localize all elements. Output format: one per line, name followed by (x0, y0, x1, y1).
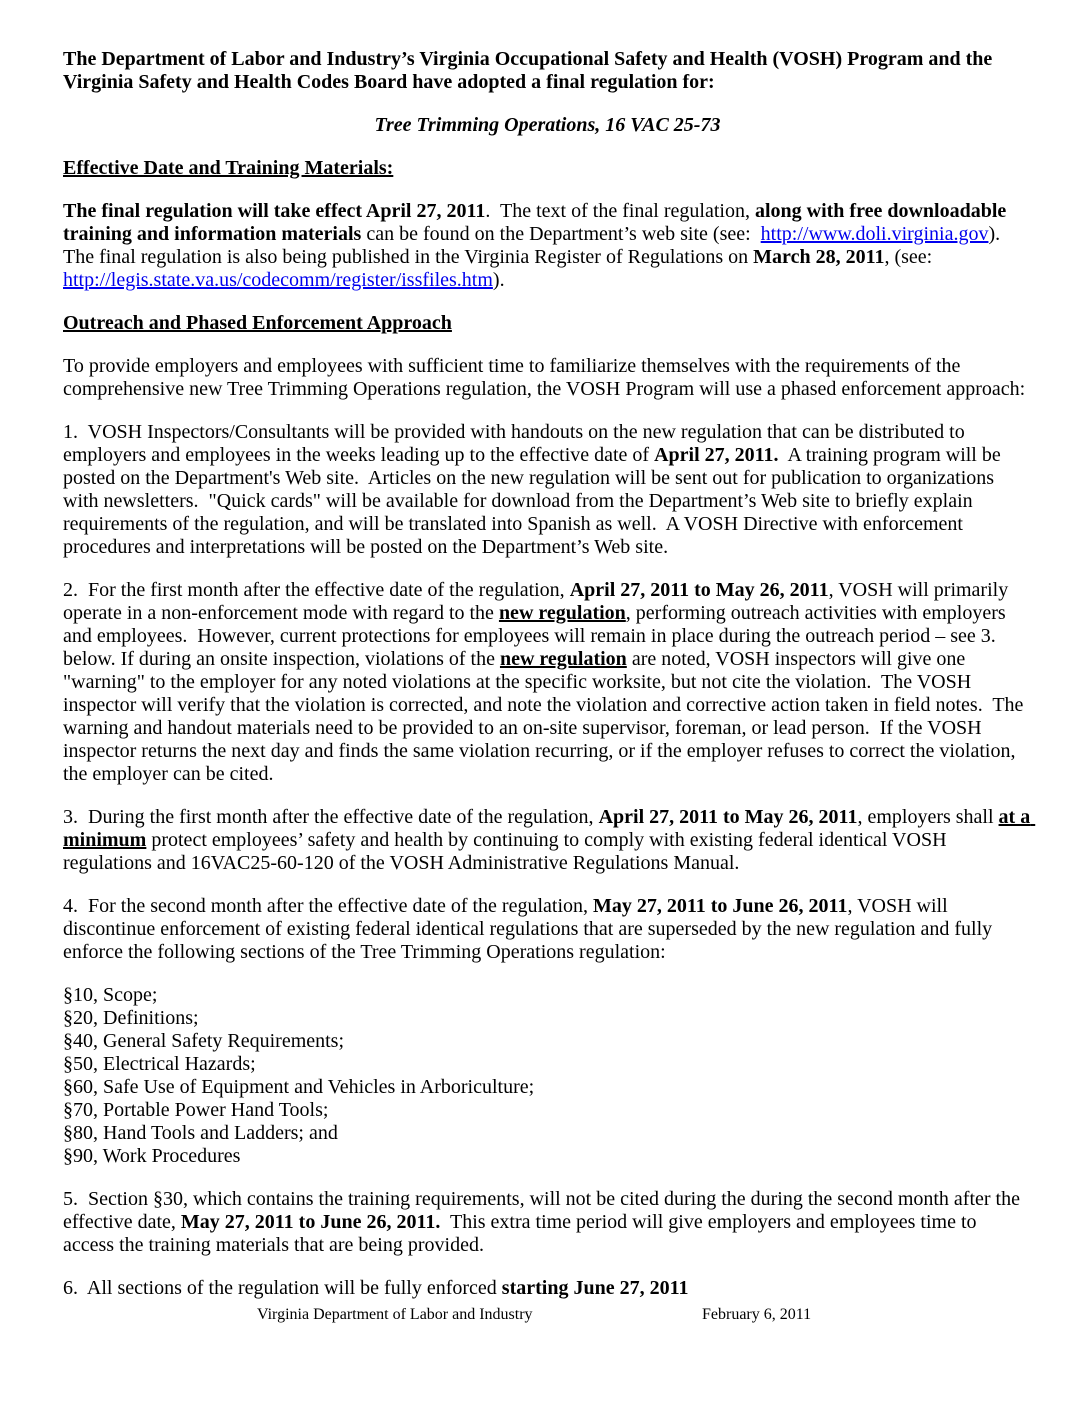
text-run: To provide employers and employees with sufficient time to familiarize themselves with the requirements of the comprehensive new Tree Trimming Operations regulation, the VOSH Program will use a phased enforcement approach: (63, 355, 1026, 400)
text-run: , performing outreach activities with employers and employees. However, current protections for employees will remain in place during the outreach period – see 3. below. If during an onsite inspection, violations of the (63, 602, 1011, 670)
text-run: , (see: (884, 246, 938, 268)
list-item: §60, Safe Use of Equipment and Vehicles in Arboriculture; (63, 1076, 535, 1098)
text-run: Effective Date and Training Materials: (63, 157, 394, 179)
text-run: March 28, 2011 (753, 246, 885, 268)
list-item: §40, General Safety Requirements; (63, 1030, 345, 1052)
intro-statement (63, 48, 1032, 94)
footer-organization: Virginia Department of Labor and Industry (257, 1306, 533, 1323)
text-run: , employers shall (857, 806, 999, 828)
text-run: 4. For the second month after the effective date of the regulation, (63, 895, 593, 917)
text-run: A training program will be posted on the Department's Web site. Articles on the new regulation will be sent out for publication to organizations with newsletters. "Quick cards" will be available for download from the Department’s Web site to briefly explain requirements of the regulation, and will be translated into Spanish as well. A VOSH Directive with enforcement procedures and interpretations will be posted on the Department’s Web site. (63, 444, 1006, 558)
text-run: May 27, 2011 to June 26, 2011 (593, 895, 848, 917)
text-run: Outreach and Phased Enforcement Approach (63, 312, 452, 334)
text-run: Tree Trimming Operations, 16 VAC 25-73 (374, 114, 721, 136)
numbered-item-1 (63, 421, 1032, 559)
doc-title (63, 114, 1032, 137)
text-run: 5. Section §30, which contains the training requirements, will not be cited during the during the second month after the effective date, (63, 1188, 1025, 1233)
hyperlink[interactable]: http://www.doli.virginia.gov (760, 223, 989, 245)
text-run: 1. VOSH Inspectors/Consultants will be provided with handouts on the new regulation that can be distributed to employers and employees in the weeks leading up to the effective date of (63, 421, 970, 466)
numbered-item-6 (63, 1277, 1032, 1300)
list-item: §90, Work Procedures (63, 1145, 241, 1167)
text-run: ). (492, 269, 505, 291)
text-run: 2. For the first month after the effective date of the regulation, (63, 579, 570, 601)
effective-date-paragraph (63, 200, 1032, 292)
list-item: §10, Scope; (63, 984, 158, 1006)
text-run: new regulation (499, 648, 627, 670)
text-run: are noted, VOSH inspectors will give one "warning" to the employer for any noted violations at the specific worksite, but not cite the violation. The VOSH inspector will verify that the violation is corrected, and note the violation and corrective action taken in field notes. The warning and handout materials need to be provided to an on-site supervisor, foreman, or lead person. If the VOSH inspector returns the next day and finds the same violation recurring, or if the employer refuses to correct the violation, the employer can be cited. (63, 648, 1029, 785)
footer-date: February 6, 2011 (702, 1306, 812, 1323)
text-run: April 27, 2011 to May 26, 2011 (598, 806, 858, 828)
numbered-item-3 (63, 806, 1036, 875)
list-item: §80, Hand Tools and Ladders; and (63, 1122, 338, 1144)
text-run: new regulation (498, 602, 626, 624)
text-run: May 27, 2011 to June 26, 2011. (180, 1211, 441, 1233)
text-run: protect employees’ safety and health by continuing to comply with existing federal identical VOSH regulations and 16VAC25-60-120 of the VOSH Administrative Regulations Manual. (63, 829, 952, 874)
numbered-item-4 (63, 895, 1032, 964)
hyperlink[interactable]: http://legis.state.va.us/codecomm/register/issfiles.htm (63, 269, 493, 291)
document-body (63, 48, 1036, 1300)
text-run: , VOSH will discontinue enforcement of existing federal identical regulations that are superseded by the new regulation and fully enforce the following sections of the Tree Trimming Operations regulation: (63, 895, 998, 963)
text-run: starting June 27, 2011 (501, 1277, 689, 1299)
text-run: April 27, 2011 to May 26, 2011 (569, 579, 829, 601)
text-run: . The text of the final regulation, (485, 200, 755, 222)
text-run: April 27, 2011. (654, 444, 779, 466)
list-item: §70, Portable Power Hand Tools; (63, 1099, 329, 1121)
text-run: 6. All sections of the regulation will be fully enforced (63, 1277, 502, 1299)
text-run: along with free downloadable training and information materials (63, 200, 1012, 245)
section-heading-outreach (63, 312, 1032, 335)
section-heading-effective-date (63, 157, 1032, 180)
numbered-item-5 (63, 1188, 1032, 1257)
text-run: 3. During the first month after the effective date of the regulation, (63, 806, 599, 828)
text-run: The final regulation will take effect April 27, 2011 (63, 200, 486, 222)
text-run: This extra time period will give employers and employees time to access the training materials that are being provided. (63, 1211, 982, 1256)
list-item: §20, Definitions; (63, 1007, 199, 1029)
text-run: at a minimum (63, 806, 1036, 851)
list-item: §50, Electrical Hazards; (63, 1053, 256, 1075)
numbered-item-2 (63, 579, 1032, 786)
text-run: , VOSH will primarily operate in a non-enforcement mode with regard to the (63, 579, 1014, 624)
text-run: can be found on the Department’s web site (see: (361, 223, 761, 245)
outreach-intro-paragraph (63, 355, 1032, 401)
text-run: ). The final regulation is also being published in the Virginia Register of Regulations on (63, 223, 1010, 268)
regulation-sections-list (63, 984, 1032, 1168)
text-run: The Department of Labor and Industry’s Virginia Occupational Safety and Health (VOSH) Program and the Virginia Safety and Health Codes Board have adopted a final regulation for: (63, 48, 997, 93)
